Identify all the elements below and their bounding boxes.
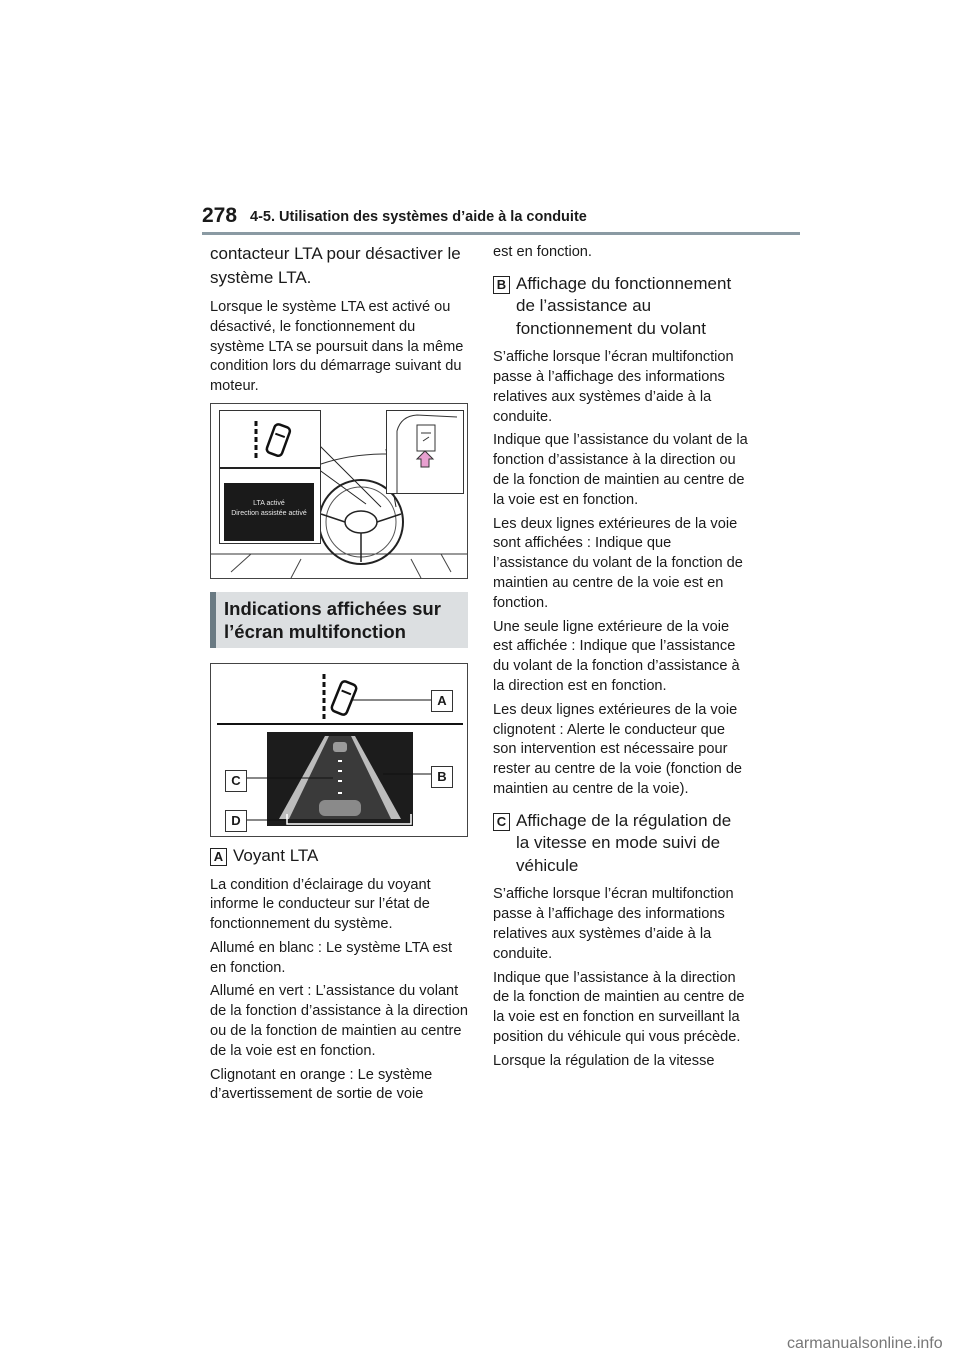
- section-title: 4-5. Utilisation des systèmes d’aide à la conduite: [250, 209, 587, 225]
- continuation-text: est en fonction.: [493, 244, 592, 260]
- item-a: [210, 845, 472, 1109]
- item-c-para-2: Indique que l’assistance à la direction de la fonction de maintien au centre de la voie est en fonction en surveillant la position du véhicule qui vous précède.: [493, 969, 745, 1045]
- intro-large-text: contacteur LTA pour désactiver le système LTA.: [210, 244, 461, 287]
- switch-inset: [386, 410, 464, 494]
- callout-c: C: [225, 770, 247, 792]
- lta-switch-illustration: [387, 411, 463, 493]
- item-c-para-1: S’affiche lorsque l’écran multifonction passe à l’affichage des informations relatives aux systèmes d’aide à la conduite.: [493, 886, 734, 962]
- section-heading-text: Indications affichées sur l’écran multifonction: [224, 598, 441, 642]
- item-b-para-3: Les deux lignes extérieures de la voie sont affichées : Indique que l’assistance du volant de la fonction de maintien au centre de la voie est en fonction.: [493, 515, 743, 611]
- callout-a: A: [431, 690, 453, 712]
- right-column: [493, 243, 748, 1076]
- label-a: A: [210, 848, 227, 866]
- callout-b: B: [431, 766, 453, 788]
- screen-line-1: LTA activé: [253, 500, 285, 507]
- display-illustration: [211, 664, 467, 836]
- multi-info-display-figure: [210, 663, 468, 837]
- item-b-para-2: Indique que l’assistance du volant de la fonction d’assistance à la direction ou de la fonction de maintien au centre de la voie est en fonction.: [493, 432, 748, 508]
- item-c-title: Affichage de la régulation de la vitesse en mode suivi de véhicule: [516, 810, 732, 875]
- item-b-para-1: S’affiche lorsque l’écran multifonction passe à l’affichage des informations relatives aux systèmes d’aide à la conduite.: [493, 349, 734, 425]
- watermark: carmanualsonline.info: [787, 1335, 943, 1352]
- item-b-para-5: Les deux lignes extérieures de la voie clignotent : Alerte le conducteur que son intervention est nécessaire pour rester au centre de la voie (fonction de maintien au centre de la voie).: [493, 701, 743, 798]
- lta-icon: [220, 411, 320, 471]
- label-c: C: [493, 813, 510, 831]
- item-a-title: Voyant LTA: [233, 846, 319, 865]
- item-b-para-4: Une seule ligne extérieure de la voie est affichée : Indique que l’assistance du volant de la fonction d’assistance à la direction est en fonction.: [493, 618, 740, 695]
- header-rule: [202, 232, 800, 235]
- item-b-title: Affichage du fonctionnement de l’assistance au fonctionnement du volant: [516, 273, 732, 338]
- left-intro: [210, 242, 472, 401]
- item-a-para-1: La condition d’éclairage du voyant informe le conducteur sur l’état de fonctionnement du système.: [210, 876, 431, 933]
- display-inset: [219, 410, 321, 544]
- callout-d: D: [225, 810, 247, 832]
- item-a-para-2: Allumé en blanc : Le système LTA est en fonction.: [210, 939, 452, 976]
- item-c-para-3: Lorsque la régulation de la vitesse: [493, 1052, 715, 1069]
- multi-info-screen: [224, 483, 314, 541]
- page-number: 278: [202, 204, 238, 227]
- label-b: B: [493, 276, 510, 294]
- screen-line-2: Direction assistée activé: [231, 510, 307, 517]
- section-heading: [210, 592, 468, 648]
- steering-wheel-figure: [210, 403, 468, 579]
- intro-body-text: Lorsque le système LTA est activé ou désactivé, le fonctionnement du système LTA se poursuit dans la même condition lors du démarrage suivant du moteur.: [210, 299, 464, 395]
- item-a-para-3: Allumé en vert : L’assistance du volant de la fonction d’assistance à la direction ou de la fonction de maintien au centre de la voie est en fonction.: [210, 983, 468, 1059]
- item-a-para-4: Clignotant en orange : Le système d’avertissement de sortie de voie: [210, 1066, 433, 1103]
